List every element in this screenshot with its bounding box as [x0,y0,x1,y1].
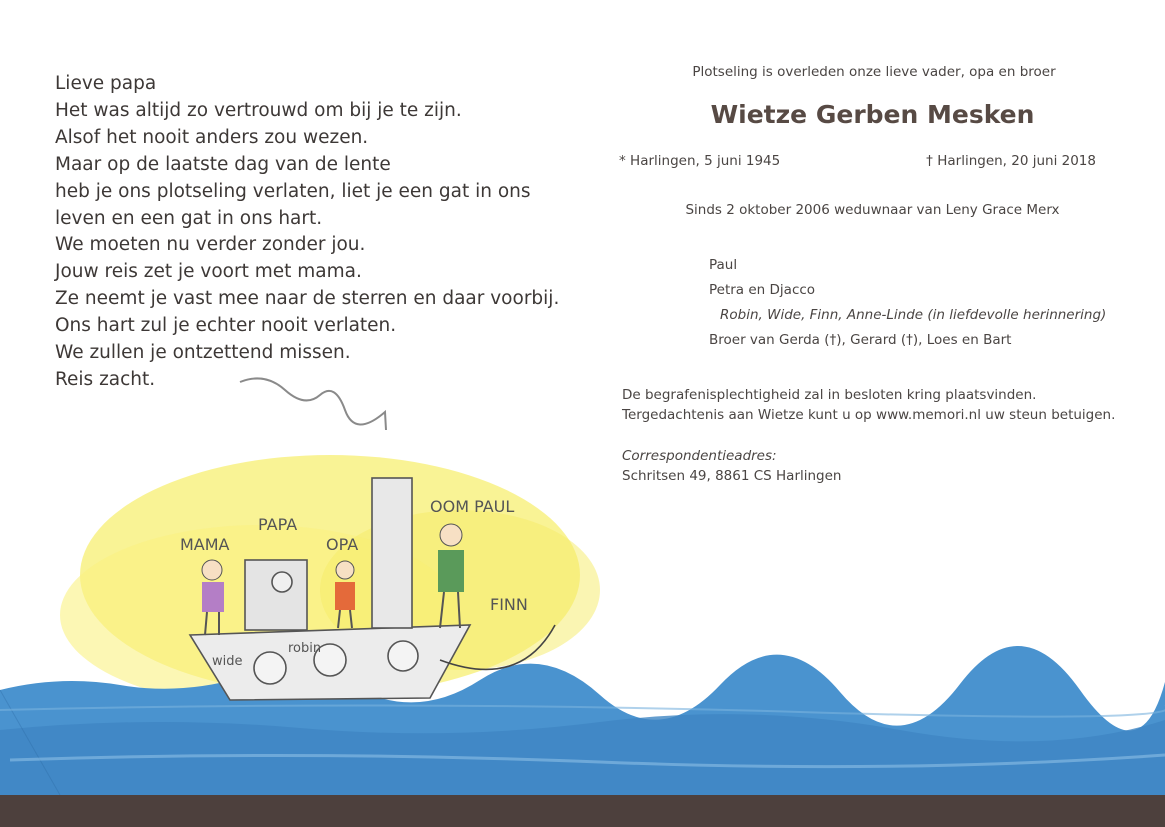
poem-line: Maar op de laatste dag van de lente [55,153,391,175]
correspondence-address: Schritsen 49, 8861 CS Harlingen [622,468,842,484]
label-finn: FINN [490,595,528,614]
siblings-line: Broer van Gerda (†), Gerard (†), Loes en Bart [709,332,1012,348]
family-member: Paul [709,257,738,273]
intro-line: Plotseling is overleden onze lieve vader, opa en broer [692,64,1056,80]
poem-line: Lieve papa [55,73,157,94]
label-oom-paul: OOM PAUL [430,497,515,516]
grandchildren-line: Robin, Wide, Finn, Anne-Linde (in liefdevolle herinnering) [720,307,1107,323]
death-line: † Harlingen, 20 juni 2018 [926,153,1096,169]
correspondence [622,446,842,486]
label-robin: robin [288,641,322,656]
deceased-name: Wietze Gerben Mesken [710,100,1035,129]
poem-line: Het was altijd zo vertrouwd om bij je te zijn. [55,99,462,121]
poem-line: Ze neemt je vast mee naar de sterren en daar voorbij. [55,288,560,310]
poem-line: We moeten nu verder zonder jou. [55,234,366,256]
poem-line: Jouw reis zet je voort met mama. [55,261,362,283]
poem-line: heb je ons plotseling verlaten, liet je een gat in ons [55,180,531,202]
widower-line: Sinds 2 oktober 2006 weduwnaar van Leny Grace Merx [685,202,1060,218]
funeral-line: De begrafenisplechtigheid zal in besloten kring plaatsvinden. [622,387,1037,403]
family-member: Petra en Djacco [709,282,816,298]
poem-line: We zullen je ontzettend missen. [55,342,351,364]
birth-line: * Harlingen, 5 juni 1945 [619,153,781,169]
poem-line: leven en een gat in ons hart. [55,207,323,229]
memori-line: Tergedachtenis aan Wietze kunt u op www.memori.nl uw steun betuigen. [622,407,1116,423]
family-list [709,253,1106,353]
correspondence-label: Correspondentieadres: [622,448,777,464]
poem-line: Reis zacht. [55,368,156,390]
label-opa: OPA [326,535,359,554]
label-wide: wide [212,654,243,669]
funeral-info [622,385,1115,425]
poem-line: Ons hart zul je echter nooit verlaten. [55,315,397,337]
child-drawing [0,360,1165,795]
label-papa: PAPA [258,515,298,534]
poem-line: Alsof het nooit anders zou wezen. [55,126,369,148]
label-mama: MAMA [180,535,230,554]
poem [55,71,560,394]
footer-bar [0,795,1165,827]
